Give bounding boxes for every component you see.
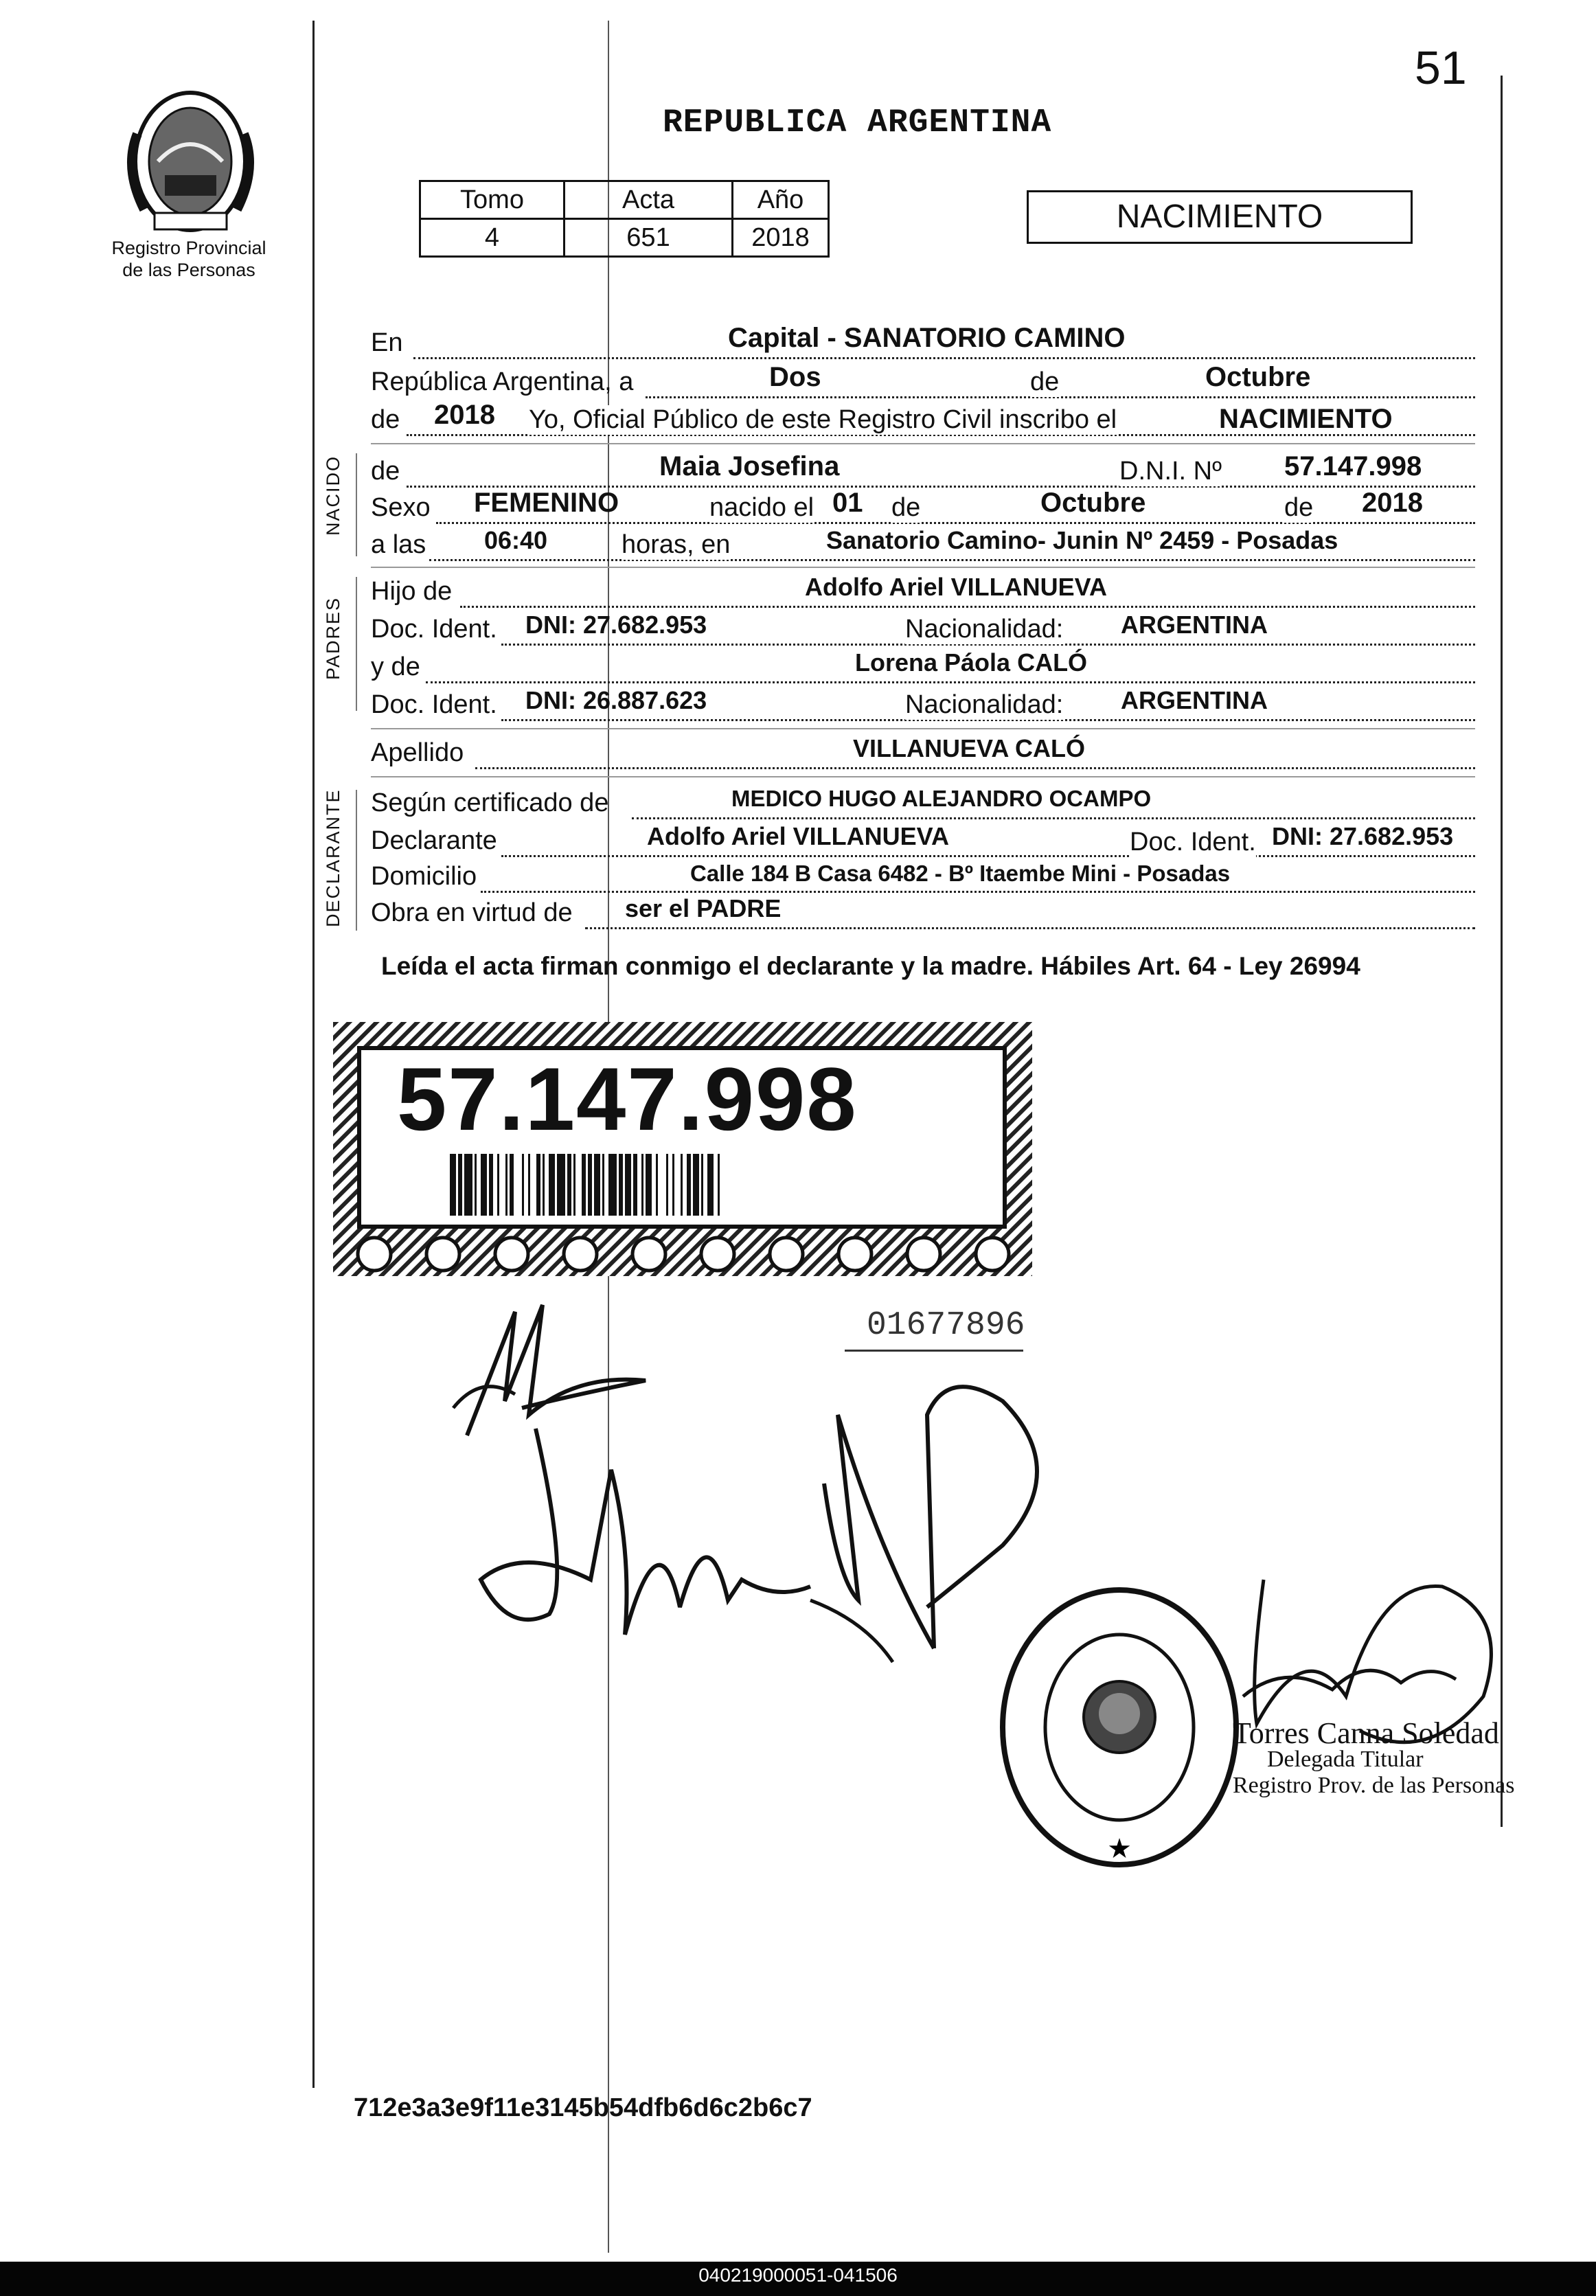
value-acta: 651 <box>565 219 733 257</box>
value-birth-time: 06:40 <box>484 526 548 554</box>
label-declarante: Declarante <box>371 826 497 855</box>
side-label-declarante: DECLARANTE <box>323 788 343 927</box>
value-year: 2018 <box>434 400 495 430</box>
value-certificado: MEDICO HUGO ALEJANDRO OCAMPO <box>731 786 1152 811</box>
logo-caption-line1: Registro Provincial <box>111 238 266 258</box>
row-sex-birth <box>371 488 1475 529</box>
signatory-name: Torres Canna Soledad <box>1233 1716 1499 1750</box>
row-date <box>371 362 1475 403</box>
row-domicilio <box>371 862 1475 898</box>
reference-table <box>419 180 830 258</box>
value-birth-day: 01 <box>832 488 863 518</box>
label-doc-declarante: Doc. Ident. <box>1130 828 1256 856</box>
barcode-number: 57.147.998 <box>397 1049 858 1149</box>
value-mother-nat: ARGENTINA <box>1121 686 1268 714</box>
label-de-year: de <box>371 405 400 434</box>
serial-number: 01677896 <box>867 1307 1025 1344</box>
label-horas: horas, en <box>622 530 731 559</box>
footer-code: 040219000051-041506 <box>698 2264 898 2286</box>
label-de-month: de <box>891 493 921 522</box>
label-de-year2: de <box>1284 493 1314 522</box>
row-officer <box>371 400 1475 441</box>
document-hash: 712e3a3e9f11e3145b54dfb6d6c2b6c7 <box>354 2093 812 2122</box>
signatory-org: Registro Prov. de las Personas <box>1233 1773 1515 1798</box>
label-hijo: Hijo de <box>371 577 453 606</box>
label-segun: Según certificado de <box>371 788 609 817</box>
signatory-role: Delegada Titular <box>1267 1747 1424 1772</box>
label-alas: a las <box>371 530 426 559</box>
side-label-padres: PADRES <box>323 596 343 680</box>
label-doc-father: Doc. Ident. <box>371 615 497 644</box>
label-doc-mother: Doc. Ident. <box>371 690 497 719</box>
header-ano: Año <box>733 181 829 219</box>
page-number: 51 <box>1415 42 1467 94</box>
label-nacionalidad-father: Nacionalidad: <box>905 615 1064 644</box>
value-declarante-doc: DNI: 27.682.953 <box>1272 822 1454 850</box>
row-father-doc <box>371 611 1475 650</box>
label-nacido: nacido el <box>709 493 814 522</box>
value-mother-name: Lorena Páola CALÓ <box>855 648 1088 677</box>
value-mother-doc: DNI: 26.887.623 <box>525 686 707 714</box>
row-certificado <box>371 788 1475 824</box>
side-label-nacido: NACIDO <box>323 455 343 536</box>
row-apellido <box>371 734 1475 774</box>
logo-caption-line2: de las Personas <box>122 260 255 280</box>
province-seal-logo <box>117 79 264 237</box>
value-tomo: 4 <box>420 219 565 257</box>
serial-underline <box>845 1350 1023 1352</box>
officer-text: Yo, Oficial Público de este Registro Civil inscribo el <box>529 405 1117 434</box>
record-type-box: NACIMIENTO <box>1027 190 1413 244</box>
value-sexo: FEMENINO <box>474 488 619 518</box>
label-de: de <box>1030 367 1060 396</box>
country-title: REPUBLICA ARGENTINA <box>663 104 1052 141</box>
value-ano: 2018 <box>733 219 829 257</box>
row-obra <box>371 894 1475 934</box>
row-father <box>371 573 1475 613</box>
row-place <box>371 323 1475 364</box>
value-obra: ser el PADRE <box>625 894 782 922</box>
value-domicilio: Calle 184 B Casa 6482 - Bº Itaembe Mini - Posadas <box>690 861 1231 886</box>
row-time-place <box>371 526 1475 566</box>
header-acta: Acta <box>565 181 733 219</box>
signatory-block <box>1233 1716 1515 1799</box>
value-record-word: NACIMIENTO <box>1219 404 1393 434</box>
value-birth-year: 2018 <box>1362 488 1423 518</box>
row-declarante <box>371 822 1475 862</box>
value-child-name: Maia Josefina <box>659 451 840 481</box>
row-mother <box>371 648 1475 688</box>
value-birth-place: Sanatorio Camino- Junin Nº 2459 - Posadas <box>826 526 1338 554</box>
label-obra: Obra en virtud de <box>371 898 573 927</box>
header-tomo: Tomo <box>420 181 565 219</box>
svg-text:★: ★ <box>1107 1834 1132 1864</box>
closing-note: Leída el acta firman conmigo el declarante y la madre. Hábiles Art. 64 - Ley 26994 <box>381 952 1360 980</box>
label-de-name: de <box>371 457 400 486</box>
label-republica: República Argentina, a <box>371 367 634 396</box>
value-day-words: Dos <box>769 362 821 392</box>
barcode-bars <box>450 1154 834 1216</box>
value-month: Octubre <box>1205 362 1311 392</box>
value-dni: 57.147.998 <box>1284 451 1422 481</box>
value-declarante: Adolfo Ariel VILLANUEVA <box>647 822 949 850</box>
logo-caption <box>89 237 288 281</box>
label-nacionalidad-mother: Nacionalidad: <box>905 690 1064 719</box>
label-domicilio: Domicilio <box>371 862 477 891</box>
value-father-nat: ARGENTINA <box>1121 611 1268 639</box>
row-mother-doc <box>371 686 1475 726</box>
value-birth-month: Octubre <box>1040 488 1146 518</box>
label-dni: D.N.I. Nº <box>1119 457 1222 486</box>
value-father-doc: DNI: 27.682.953 <box>525 611 707 639</box>
label-sexo: Sexo <box>371 493 431 522</box>
value-father-name: Adolfo Ariel VILLANUEVA <box>805 573 1107 601</box>
label-yde: y de <box>371 652 420 681</box>
value-place: Capital - SANATORIO CAMINO <box>728 323 1126 353</box>
label-apellido: Apellido <box>371 738 464 767</box>
value-apellido: VILLANUEVA CALÓ <box>853 734 1085 762</box>
left-margin-line <box>312 21 315 2088</box>
label-en: En <box>371 328 403 357</box>
